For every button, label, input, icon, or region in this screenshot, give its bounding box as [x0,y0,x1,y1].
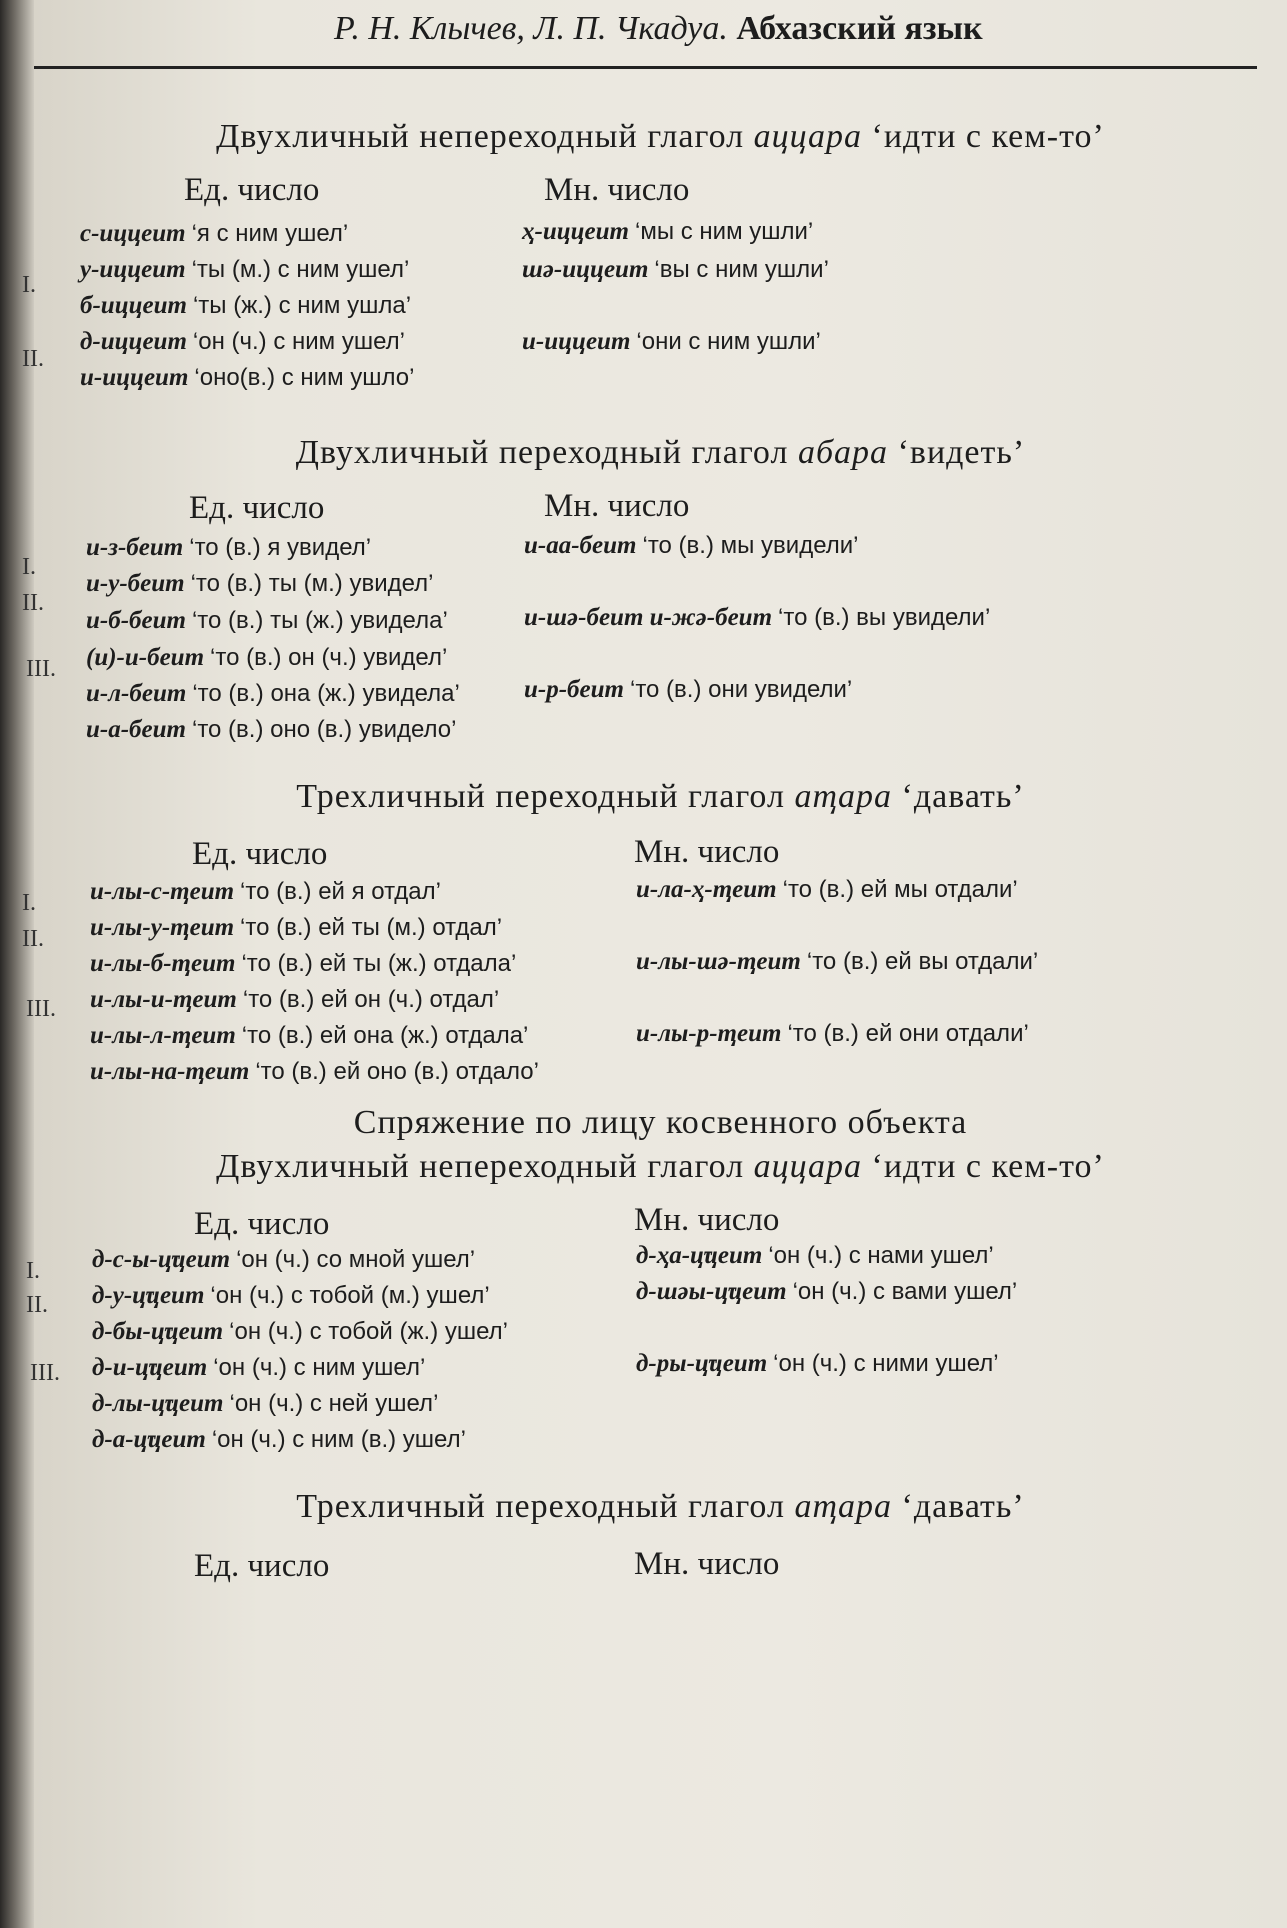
singular-column-head: Ед. число [189,490,325,526]
plural-column-head: Мн. число [634,834,780,870]
paradigm-row: д-лы-цҵеит ‘он (ч.) с ней ушел’ [92,1390,439,1417]
singular-column-head: Ед. число [192,836,328,872]
paradigm-row: и-лы-с-ҭеит ‘то (в.) ей я отдал’ [90,878,441,905]
plural-column-head: Мн. число [634,1546,780,1582]
paradigm-row: и-лы-б-ҭеит ‘то (в.) ей ты (ж.) отдала’ [90,950,517,977]
section-title: Двухличный непереходный глагол аццара ‘идти с кем-то’ [216,118,1105,155]
margin-numeral: I. [22,272,36,298]
margin-numeral: III. [30,1360,60,1386]
paradigm-row: и-у-беит ‘то (в.) ты (м.) увидел’ [86,570,434,597]
paradigm-row: и-з-беит ‘то (в.) я увидел’ [86,534,372,561]
section-title: Двухличный переходный глагол абара ‘видеть’ [295,434,1026,471]
paradigm-row: д-ҳа-цҵеит ‘он (ч.) с нами ушел’ [636,1242,994,1269]
margin-numeral: I. [26,1258,40,1284]
paradigm-row: и-р-беит ‘то (в.) они увидели’ [524,676,853,703]
paradigm-row: и-аа-беит ‘то (в.) мы увидели’ [524,532,859,559]
paradigm-row: и-лы-и-ҭеит ‘то (в.) ей он (ч.) отдал’ [90,986,500,1013]
paradigm-row: д-и-цҵеит ‘он (ч.) с ним ушел’ [92,1354,426,1381]
paradigm-row: и-б-беит ‘то (в.) ты (ж.) увидела’ [86,607,448,634]
paradigm-row: и-лы-р-ҭеит ‘то (в.) ей они отдали’ [636,1020,1029,1047]
margin-numeral: I. [22,890,36,916]
section-title: Трехличный переходный глагол аҭара ‘давать’ [296,1488,1025,1525]
paradigm-row: ҳ-иццеит ‘мы с ним ушли’ [522,218,814,245]
plural-column-head: Мн. число [544,172,690,208]
header-rule [34,66,1257,69]
paradigm-row: и-а-беит ‘то (в.) оно (в.) увидело’ [86,716,457,743]
paradigm-row: и-лы-шә-ҭеит ‘то (в.) ей вы отдали’ [636,948,1039,975]
running-head [334,10,983,48]
paradigm-row: д-у-цҵеит ‘он (ч.) с тобой (м.) ушел’ [92,1282,490,1309]
paradigm-row: (и)-и-беит ‘то (в.) он (ч.) увидел’ [86,644,448,671]
paradigm-row: б-иццеит ‘ты (ж.) с ним ушла’ [80,292,412,319]
paradigm-row: и-л-беит ‘то (в.) она (ж.) увидела’ [86,680,460,707]
paradigm-row: и-иццеит ‘они с ним ушли’ [522,328,821,355]
margin-numeral: III. [26,996,56,1022]
paradigm-row: и-лы-л-ҭеит ‘то (в.) ей она (ж.) отдала’ [90,1022,529,1049]
paradigm-row: и-лы-у-ҭеит ‘то (в.) ей ты (м.) отдал’ [90,914,503,941]
margin-numeral: I. [22,554,36,580]
running-head-authors: Р. Н. Клычев, Л. П. Чкадуа. [334,10,728,47]
margin-numeral: II. [26,1292,48,1318]
margin-numeral: II. [22,590,44,616]
paradigm-row: с-иццеит ‘я с ним ушел’ [80,220,349,247]
margin-numeral: II. [22,346,44,372]
plural-column-head: Мн. число [544,488,690,524]
singular-column-head: Ед. число [194,1548,330,1584]
paradigm-row: д-с-ы-цҵеит ‘он (ч.) со мной ушел’ [92,1246,476,1273]
paradigm-row: д-шәы-цҵеит ‘он (ч.) с вами ушел’ [636,1278,1018,1305]
margin-numeral: III. [26,656,56,682]
singular-column-head: Ед. число [194,1206,330,1242]
plural-column-head: Мн. число [634,1202,780,1238]
paradigm-row: у-иццеит ‘ты (м.) с ним ушел’ [80,256,410,283]
singular-column-head: Ед. число [184,172,320,208]
section-title: Трехличный переходный глагол аҭара ‘давать’ [296,778,1025,815]
paradigm-row: шә-иццеит ‘вы с ним ушли’ [522,256,829,283]
paradigm-row: и-иццеит ‘оно(в.) с ним ушло’ [80,364,415,391]
paradigm-row: и-лы-на-ҭеит ‘то (в.) ей оно (в.) отдало’ [90,1058,539,1085]
margin-numeral: II. [22,926,44,952]
paradigm-row: д-бы-цҵеит ‘он (ч.) с тобой (ж.) ушел’ [92,1318,508,1345]
paradigm-row: и-ла-ҳ-ҭеит ‘то (в.) ей мы отдали’ [636,876,1018,903]
running-head-title: Абхазский язык [736,10,983,47]
paradigm-row: и-шә-беит и-жә-беит ‘то (в.) вы увидели’ [524,604,991,631]
paradigm-row: д-ры-цҵеит ‘он (ч.) с ними ушел’ [636,1350,999,1377]
section-supertitle: Спряжение по лицу косвенного объекта [353,1104,968,1141]
book-page [22,0,1287,1928]
paradigm-row: д-а-цҵеит ‘он (ч.) с ним (в.) ушел’ [92,1426,466,1453]
section-title: Двухличный непереходный глагол аццара ‘идти с кем-то’ [216,1148,1105,1185]
paradigm-row: д-иццеит ‘он (ч.) с ним ушел’ [80,328,405,355]
